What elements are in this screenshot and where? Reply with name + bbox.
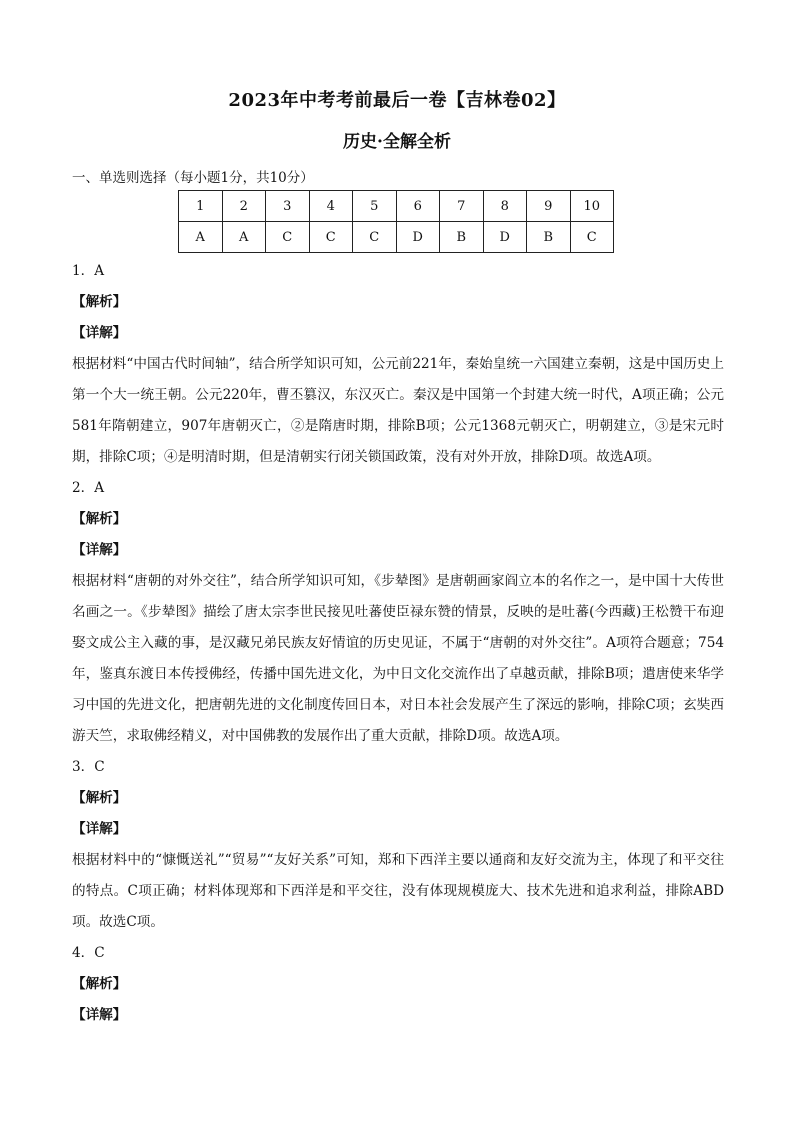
analysis-label: 【解析】: [72, 976, 127, 992]
document-subtitle: 历史·全解全析: [343, 132, 451, 152]
question-number-cell: 10: [570, 191, 614, 222]
detail-label: 【详解】: [72, 1007, 127, 1023]
question-number-cell: 3: [266, 191, 310, 222]
detail-text: 根据材料中的“慷慨送礼”“贸易”“友好关系”可知，郑和下西洋主要以通商和友好交流为主，体现了和平交往的特点。C项正确；材料体现郑和下西洋是和平交往，没有体现规模庞大、技术先进和追求利益，排除ABD项。故选C项。: [72, 852, 724, 930]
answer-table-answer-row: [179, 222, 614, 253]
detail-text: 根据材料“中国古代时间轴”，结合所学知识可知，公元前221年，秦始皇统一六国建立秦朝，这是中国历史上第一个大一统王朝。公元220年，曹丕篡汉，东汉灭亡。秦汉是中国第一个封建大统一时代，A项正确；公元581年隋朝建立，907年唐朝灭亡，②是隋唐时期，排除B项；公元1368元朝灭亡，明朝建立，③是宋元时期，排除C项；④是明清时期，但是清朝实行闭关锁国政策，没有对外开放，排除D项。故选A项。: [72, 356, 724, 465]
detail-label: 【详解】: [72, 325, 127, 341]
answer-cell: D: [483, 222, 527, 253]
answer-cell: D: [396, 222, 440, 253]
answer-cell: C: [309, 222, 353, 253]
question-number-cell: 1: [179, 191, 223, 222]
answer-cell: B: [527, 222, 571, 253]
analysis-label: 【解析】: [72, 790, 127, 806]
analysis-label: 【解析】: [72, 511, 127, 527]
explanations: [72, 256, 724, 1031]
question-number-cell: 8: [483, 191, 527, 222]
section-heading: 一、单选则选择（每小题1分，共10分）: [72, 170, 314, 186]
answer-cell: A: [179, 222, 223, 253]
question-number-cell: 2: [222, 191, 266, 222]
answer-cell: C: [353, 222, 397, 253]
document-title: 2023年中考考前最后一卷【吉林卷02】: [228, 90, 566, 111]
detail-label: 【详解】: [72, 821, 127, 837]
question-number-answer: 3．C: [72, 759, 105, 775]
detail-label: 【详解】: [72, 542, 127, 558]
analysis-label: 【解析】: [72, 294, 127, 310]
question-block-3: [72, 752, 724, 938]
detail-text: 根据材料“唐朝的对外交往”，结合所学知识可知，《步辇图》是唐朝画家阎立本的名作之一，是中国十大传世名画之一。《步辇图》描绘了唐太宗李世民接见吐蕃使臣禄东赞的情景，反映的是吐蕃(今西藏)王松赞干布迎娶文成公主入藏的事，是汉藏兄弟民族友好情谊的历史见证，不属于“唐朝的对外交往”。A项符合题意；754年，鉴真东渡日本传授佛经，传播中国先进文化，为中日文化交流作出了卓越贡献，排除B项；遣唐使来华学习中国的先进文化，把唐朝先进的文化制度传回日本，对日本社会发展产生了深远的影响，排除C项；玄奘西游天竺，求取佛经精义，对中国佛教的发展作出了重大贡献，排除D项。故选A项。: [72, 573, 724, 744]
answer-cell: C: [570, 222, 614, 253]
question-block-4: [72, 938, 724, 1031]
answer-cell: B: [440, 222, 484, 253]
question-number-answer: 2．A: [72, 480, 105, 496]
question-block-1: [72, 256, 724, 473]
question-number-cell: 7: [440, 191, 484, 222]
question-block-2: [72, 473, 724, 752]
question-number-answer: 4．C: [72, 945, 105, 961]
answer-cell: A: [222, 222, 266, 253]
question-number-cell: 9: [527, 191, 571, 222]
answer-table-number-row: [179, 191, 614, 222]
question-number-answer: 1．A: [72, 263, 105, 279]
question-number-cell: 4: [309, 191, 353, 222]
question-number-cell: 6: [396, 191, 440, 222]
answer-table: [178, 190, 614, 253]
question-number-cell: 5: [353, 191, 397, 222]
answer-cell: C: [266, 222, 310, 253]
